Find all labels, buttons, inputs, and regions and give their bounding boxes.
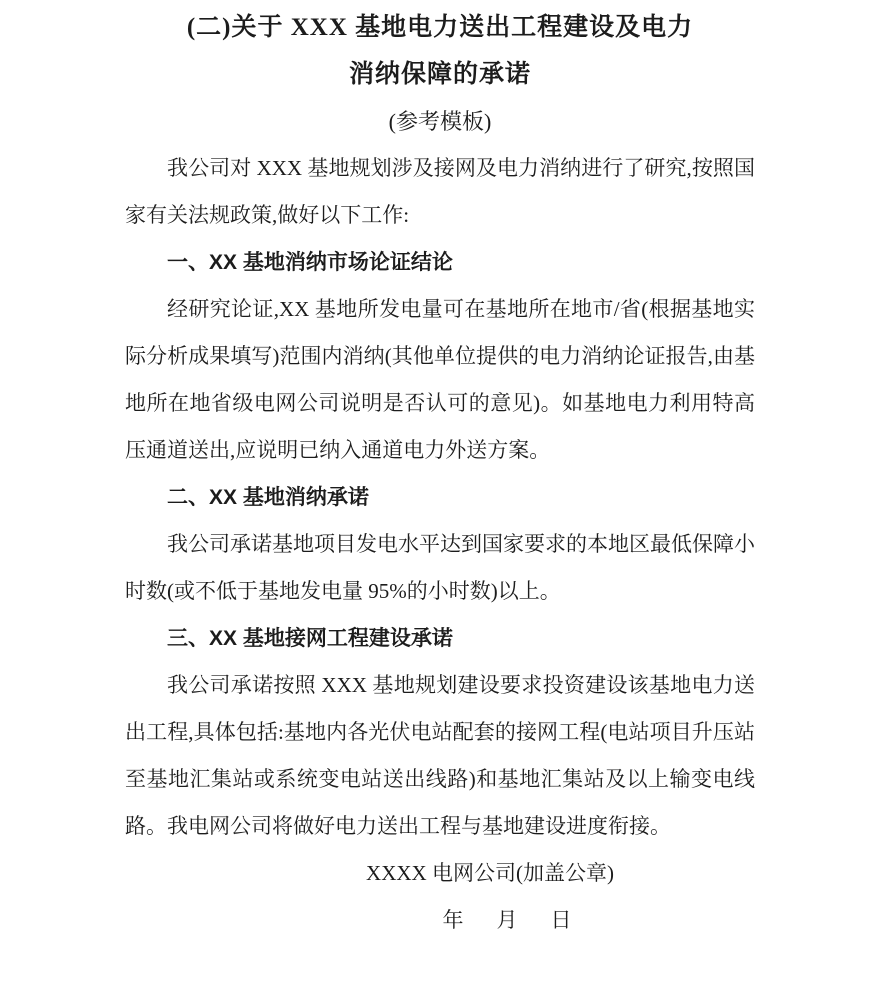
date-month-label: 月: [496, 908, 518, 932]
signature-line: XXXX 电网公司(加盖公章): [366, 861, 614, 885]
date-line: [125, 897, 755, 944]
section-heading-3: 三、XX 基地接网工程建设承诺: [167, 627, 453, 650]
paragraph-intro: 我公司对 XXX 基地规划涉及接网及电力消纳进行了研究,按照国家有关法规政策,做好以下工作:: [125, 156, 755, 227]
date-year-label: 年: [442, 908, 464, 932]
document-title-line-1: (二)关于 XXX 基地电力送出工程建设及电力: [186, 14, 694, 41]
document-title-line-2: 消纳保障的承诺: [348, 61, 531, 88]
section-heading-1: 一、XX 基地消纳市场论证结论: [167, 251, 453, 274]
paragraph-section-2: 我公司承诺基地项目发电水平达到国家要求的本地区最低保障小时数(或不低于基地发电量 95%的小时数)以上。: [125, 532, 755, 603]
document-subtitle: (参考模板): [388, 109, 492, 134]
date-day-label: 日: [550, 908, 572, 932]
section-heading-2: 二、XX 基地消纳承诺: [167, 486, 369, 509]
paragraph-section-3: 我公司承诺按照 XXX 基地规划建设要求投资建设该基地电力送出工程,具体包括:基地内各光伏电站配套的接网工程(电站项目升压站至基地汇集站或系统变电站送出线路)和基地汇集站及以上输变电线路。我电网公司将做好电力送出工程与基地建设进度衔接。: [125, 673, 755, 838]
paragraph-section-1: 经研究论证,XX 基地所发电量可在基地所在地市/省(根据基地实际分析成果填写)范围内消纳(其他单位提供的电力消纳论证报告,由基地所在地省级电网公司说明是否认可的意见)。如基地电力利用特高压通道送出,应说明已纳入通道电力外送方案。: [125, 297, 755, 462]
